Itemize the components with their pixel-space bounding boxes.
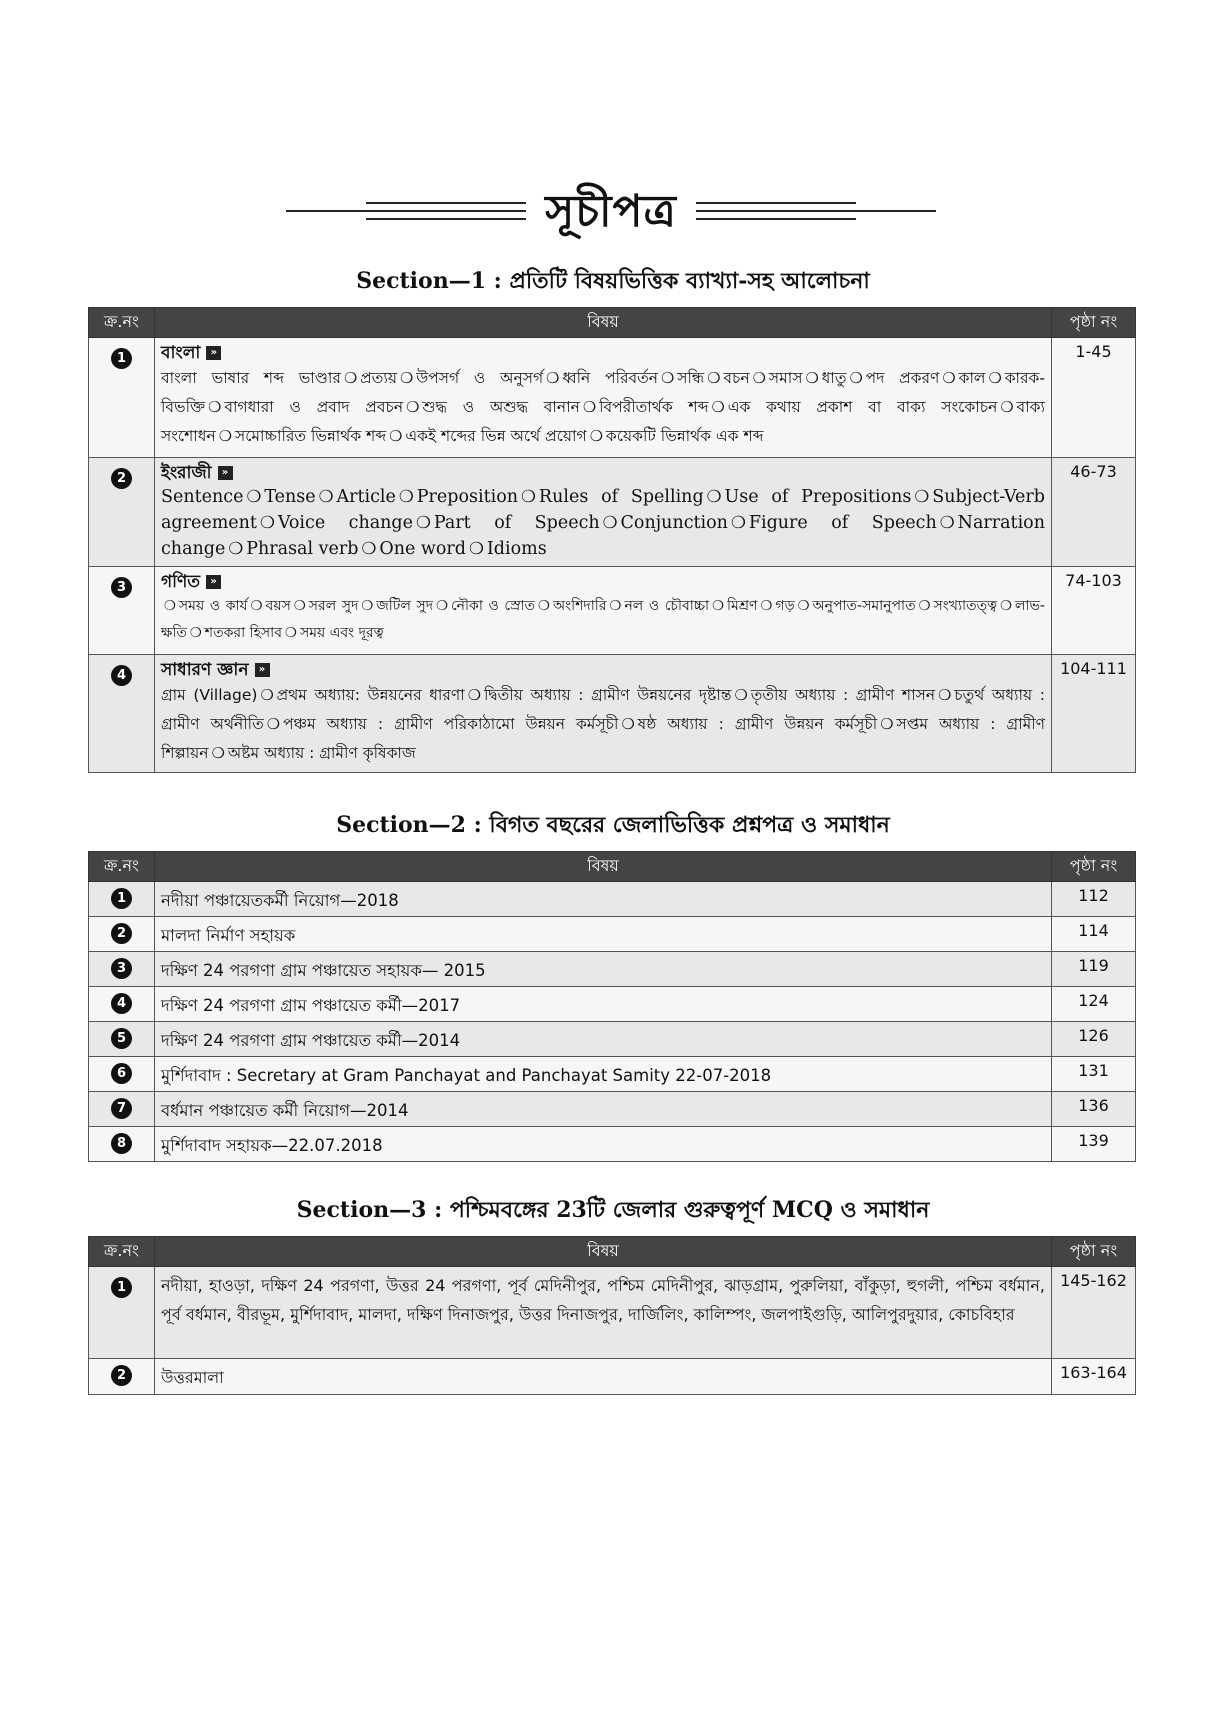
topic-item: ষষ্ঠ অধ্যায় : গ্রামীণ উন্নয়ন কর্মসূচী [637,715,878,733]
circle-bullet-icon: ❍ [399,370,414,387]
circle-bullet-icon: ❍ [712,599,725,614]
table-row [89,917,1136,952]
page-number: 112 [1052,882,1136,917]
page-number: 145-162 [1052,1267,1136,1359]
topic-item: লাভ-ক্ষতি [161,598,1045,641]
topic-item: বাংলা ভাষার শব্দ ভাণ্ডার [161,369,341,387]
topic-item: One word [379,539,466,559]
section3-table [88,1236,1136,1395]
topic-item: Phrasal verb [246,539,359,559]
page-number: 139 [1052,1127,1136,1162]
circle-bullet-icon: ❍ [1000,599,1012,614]
double-arrow-icon: » [255,663,270,677]
table-row [89,952,1136,987]
circle-bullet-icon: ❍ [389,428,403,445]
topic-item: তৃতীয় অধ্যায় : গ্রামীণ শাসন [750,686,936,704]
table-row [89,458,1136,567]
page-title: সূচীপত্র [545,186,677,237]
topic-item: অংশিদারি [552,598,607,614]
topic-item: গড় [775,598,795,614]
section3-heading: Section—3 : পশ্চিমবঙ্গের 23টি জেলার গুরুত্বপূর্ণ MCQ ও সমাধান [296,1197,930,1223]
circle-bullet-icon: ❍ [228,539,244,558]
row-number: 4 [111,993,132,1014]
row-text: দক্ষিণ 24 পরগণা গ্রাম পঞ্চায়েত সহায়ক— 2015 [155,952,1052,987]
row-number: 5 [111,1028,132,1049]
row-number: 1 [111,1277,132,1298]
row-number: 1 [111,348,132,369]
topic-item: Use of Prepositions [724,487,912,507]
circle-bullet-icon: ❍ [730,513,746,532]
row-text: দক্ষিণ 24 পরগণা গ্রাম পঞ্চায়েত কর্মী—2017 [155,987,1052,1022]
circle-bullet-icon: ❍ [621,716,635,733]
topic-item: সংখ্যাতত্ত্ব [933,598,998,614]
circle-bullet-icon: ❍ [938,687,952,704]
header-page: পৃষ্ঠা নং [1052,852,1136,882]
title-block [286,172,936,252]
topic-item: ধাতু [821,369,847,387]
double-arrow-icon: » [206,575,221,589]
circle-bullet-icon: ❍ [318,487,334,506]
topic-item: সময় ও কার্য [178,598,248,614]
topic-list [161,484,1045,562]
row-number: 3 [111,958,132,979]
circle-bullet-icon: ❍ [250,599,263,614]
topic-item: Narration change [161,513,1045,559]
circle-bullet-icon: ❍ [734,687,748,704]
circle-bullet-icon: ❍ [260,687,274,704]
circle-bullet-icon: ❍ [398,487,414,506]
header-subject: বিষয় [155,308,1052,338]
page-number: 114 [1052,917,1136,952]
circle-bullet-icon: ❍ [246,487,262,506]
row-number: 4 [111,665,132,686]
circle-bullet-icon: ❍ [914,487,930,506]
circle-bullet-icon: ❍ [211,745,225,762]
row-number: 7 [111,1098,132,1119]
section1-heading: Section—1 : প্রতিটি বিষয়ভিত্তিক ব্যাখ্যা-সহ আলোচনা [356,268,870,294]
circle-bullet-icon: ❍ [416,513,431,532]
table-row [89,567,1136,655]
circle-bullet-icon: ❍ [285,626,297,641]
section2-heading: Section—2 : বিগত বছরের জেলাভিত্তিক প্রশ্নপত্র ও সমাধান [336,812,890,838]
double-arrow-icon: » [218,466,233,480]
circle-bullet-icon: ❍ [361,539,377,558]
circle-bullet-icon: ❍ [343,370,358,387]
topic-item: সমাস [768,369,803,387]
header-sl: ক্র.নং [89,852,155,882]
topic-item: বিপরীতার্থক শব্দ [599,398,709,416]
page-number: 46-73 [1052,458,1136,567]
topic-list [161,681,1045,768]
page-number: 163-164 [1052,1359,1136,1395]
topic-item: অনুপাত-সমানুপাত [812,598,916,614]
topic-item: সরল সুদ [308,598,359,614]
topic-item: বাক্য সংশোধন [161,398,1045,445]
circle-bullet-icon: ❍ [797,599,810,614]
topic-item: বয়স [265,598,291,614]
page-number: 126 [1052,1022,1136,1057]
topic-item: উপসর্গ ও অনুসর্গ [416,369,544,387]
topic-item: জটিল সুদ [376,598,434,614]
circle-bullet-icon: ❍ [218,428,232,445]
topic-item: বাগধারা ও প্রবাদ প্রবচন [224,398,404,416]
row-number: 2 [111,923,132,944]
topic-item: Part of Speech [433,513,600,533]
topic-item: শতকরা হিসাব [204,625,283,641]
circle-bullet-icon: ❍ [208,399,222,416]
table-row [89,1127,1136,1162]
section2-table [88,851,1136,1162]
circle-bullet-icon: ❍ [406,399,420,416]
topic-item: নৌকা ও স্রোত [451,598,536,614]
section1-table [88,307,1136,773]
topic-item: সময় এবং দূরত্ব [299,625,384,641]
circle-bullet-icon: ❍ [918,599,931,614]
topic-title: বাংলা [161,343,201,363]
topic-item: ধ্বনি পরিবর্তন [562,369,659,387]
topic-item: প্রত্যয় [360,369,397,387]
circle-bullet-icon: ❍ [942,370,956,387]
circle-bullet-icon: ❍ [1000,399,1014,416]
table-row [89,655,1136,773]
topic-item: Sentence [161,487,244,507]
topic-list [161,364,1045,451]
topic-item: চতুর্থ অধ্যায় : গ্রামীণ অর্থনীতি [161,686,1045,733]
topic-item: Idioms [486,539,547,559]
topic-item: Conjunction [620,513,728,533]
circle-bullet-icon: ❍ [164,599,176,614]
circle-bullet-icon: ❍ [939,513,955,532]
topic-item: এক কথায় প্রকাশ বা বাক্য সংকোচন [727,398,998,416]
circle-bullet-icon: ❍ [538,599,550,614]
circle-bullet-icon: ❍ [589,428,603,445]
circle-bullet-icon: ❍ [661,370,675,387]
row-number: 2 [111,1365,132,1386]
topic-item: কাল [958,369,986,387]
topic-title: ইংরাজী [161,463,212,483]
topic-item: Article [336,487,396,507]
header-sl: ক্র.নং [89,308,155,338]
circle-bullet-icon: ❍ [436,599,448,614]
row-text: বর্ধমান পঞ্চায়েত কর্মী নিয়োগ—2014 [155,1092,1052,1127]
circle-bullet-icon: ❍ [582,399,597,416]
row-text: নদীয়া, হাওড়া, দক্ষিণ 24 পরগণা, উত্তর 24 পরগণা, পূর্ব মেদিনীপুর, পশ্চিম মেদিনীপুর, ঝাড়গ্রাম, পুরুলিয়া, বাঁকুড়া, হুগলী, পশ্চিম বর্ধমান, পূর্ব বর্ধমান, বীরভূম, মুর্শিদাবাদ, মালদা, দক্ষিণ দিনাজপুর, উত্তর দিনাজপুর, দার্জিলিং, কালিম্পং, জলপাইগুড়ি, আলিপুরদুয়ার, কোচবিহার [155,1267,1052,1359]
page-number: 119 [1052,952,1136,987]
row-text: উত্তরমালা [155,1359,1052,1395]
page-number: 1-45 [1052,338,1136,458]
circle-bullet-icon: ❍ [707,370,721,387]
circle-bullet-icon: ❍ [988,370,1002,387]
header-subject: বিষয় [155,1237,1052,1267]
circle-bullet-icon: ❍ [711,399,725,416]
topic-title: সাধারণ জ্ঞান [161,660,249,680]
topic-item: প্রথম অধ্যায়: উন্নয়নের ধারণা [276,686,465,704]
row-text: মালদা নির্মাণ সহায়ক [155,917,1052,952]
topic-item: Subject-Verb agreement [161,487,1045,533]
circle-bullet-icon: ❍ [760,599,773,614]
circle-bullet-icon: ❍ [189,626,202,641]
circle-bullet-icon: ❍ [706,487,722,506]
circle-bullet-icon: ❍ [521,487,536,506]
circle-bullet-icon: ❍ [602,513,618,532]
circle-bullet-icon: ❍ [467,687,481,704]
topic-item: সপ্তম অধ্যায় : গ্রামীণ শিল্পায়ন [161,715,1046,762]
row-text: মুর্শিদাবাদ : Secretary at Gram Panchayat and Panchayat Samity 22-07-2018 [155,1057,1052,1092]
circle-bullet-icon: ❍ [880,716,894,733]
circle-bullet-icon: ❍ [546,370,560,387]
row-text: নদীয়া পঞ্চায়েতকর্মী নিয়োগ—2018 [155,882,1052,917]
circle-bullet-icon: ❍ [259,513,275,532]
header-sl: ক্র.নং [89,1237,155,1267]
topic-item: Preposition [416,487,519,507]
topic-item: সন্ধি [677,369,705,387]
header-subject: বিষয় [155,852,1052,882]
table-row [89,882,1136,917]
topic-item: কয়েকটি ভিন্নার্থক এক শব্দ [605,427,764,445]
table-row [89,1057,1136,1092]
topic-item: Voice change [277,513,413,533]
page-number: 124 [1052,987,1136,1022]
table-row [89,987,1136,1022]
circle-bullet-icon: ❍ [266,716,280,733]
row-number: 6 [111,1063,132,1084]
topic-item: নল ও চৌবাচ্চা [624,598,710,614]
topic-item: মিশ্রণ [727,598,758,614]
topic-item: গ্রাম (Village) [161,686,258,704]
double-arrow-icon: » [206,346,221,360]
topic-item: দ্বিতীয় অধ্যায় : গ্রামীণ উন্নয়নের দৃষ্টান্ত [484,686,732,704]
row-text: মুর্শিদাবাদ সহায়ক—22.07.2018 [155,1127,1052,1162]
topic-item: Rules of Spelling [538,487,704,507]
topic-item: পদ প্রকরণ [865,369,940,387]
topic-list [161,593,1045,647]
header-page: পৃষ্ঠা নং [1052,308,1136,338]
circle-bullet-icon: ❍ [752,370,766,387]
topic-item: অষ্টম অধ্যায় : গ্রামীণ কৃষিকাজ [227,744,416,762]
table-row [89,1267,1136,1359]
topic-item: একই শব্দের ভিন্ন অর্থে প্রয়োগ [405,427,587,445]
header-page: পৃষ্ঠা নং [1052,1237,1136,1267]
topic-item: Tense [264,487,316,507]
row-text: দক্ষিণ 24 পরগণা গ্রাম পঞ্চায়েত কর্মী—2014 [155,1022,1052,1057]
row-number: 8 [111,1133,132,1154]
topic-item: Figure of Speech [748,513,937,533]
table-row [89,1359,1136,1395]
page-number: 74-103 [1052,567,1136,655]
circle-bullet-icon: ❍ [849,370,863,387]
page-number: 131 [1052,1057,1136,1092]
row-number: 1 [111,888,132,909]
circle-bullet-icon: ❍ [468,539,484,558]
row-number: 3 [111,577,132,598]
topic-item: কারক-বিভক্তি [161,369,1045,416]
page-number: 136 [1052,1092,1136,1127]
page-number: 104-111 [1052,655,1136,773]
circle-bullet-icon: ❍ [609,599,622,614]
topic-title: গণিত [161,572,201,592]
table-row [89,1092,1136,1127]
topic-item: শুদ্ধ ও অশুদ্ধ বানান [422,398,580,416]
table-row [89,1022,1136,1057]
topic-item: সমোচ্চারিত ভিন্নার্থক শব্দ [234,427,387,445]
circle-bullet-icon: ❍ [293,599,306,614]
topic-item: পঞ্চম অধ্যায় : গ্রামীণ পরিকাঠামো উন্নয়ন কর্মসূচী [282,715,619,733]
circle-bullet-icon: ❍ [361,599,374,614]
topic-item: বচন [723,369,750,387]
circle-bullet-icon: ❍ [805,370,819,387]
row-number: 2 [111,468,132,489]
table-row [89,338,1136,458]
